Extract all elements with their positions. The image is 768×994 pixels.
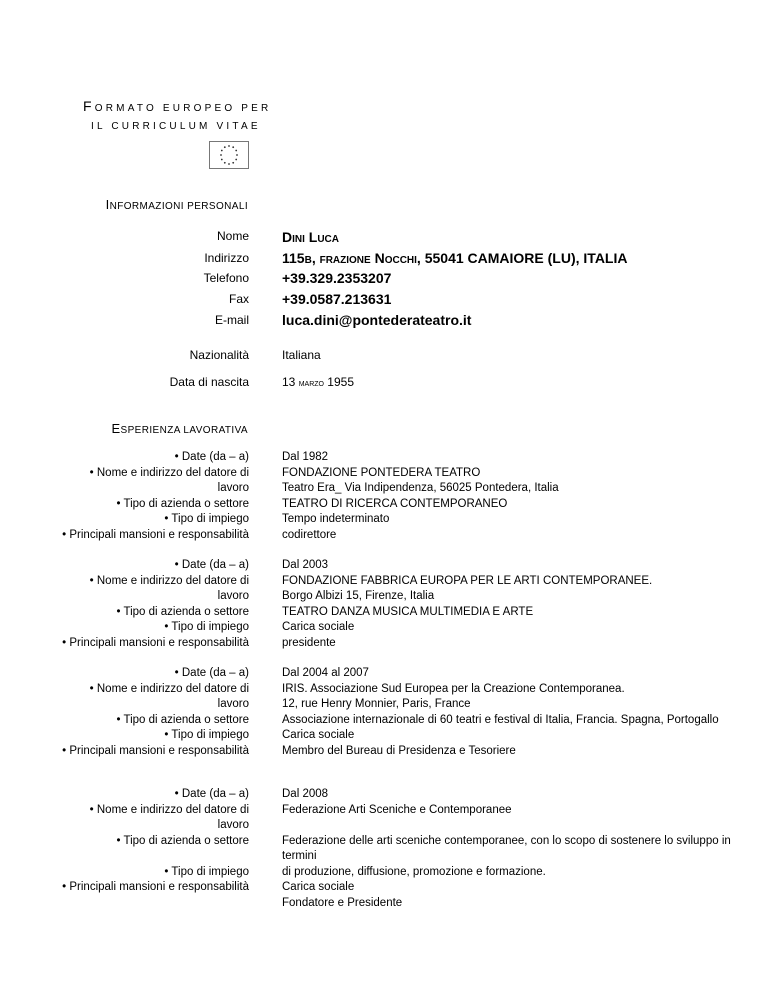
value-indirizzo: 115b, frazione Nocchi, 55041 CAMAIORE (LU), ITALIA xyxy=(282,250,628,266)
label-fax: Fax xyxy=(228,292,249,306)
label-email: E-mail xyxy=(214,313,249,327)
entry-2-values xyxy=(282,558,752,651)
label-employer: • Nome e indirizzo del datore di xyxy=(89,682,249,695)
label-employer-cont: lavoro xyxy=(217,819,249,831)
value-telefono: +39.329.2353207 xyxy=(282,270,392,286)
label-date: • Date (da – a) xyxy=(174,788,249,800)
label-date: • Date (da – a) xyxy=(174,667,249,679)
label-type: • Tipo di impiego xyxy=(164,729,249,741)
value-fax: +39.0587.213631 xyxy=(282,291,392,307)
label-duties: • Principali mansioni e responsabilità xyxy=(62,744,249,757)
entry-duties: Membro del Bureau di Presidenza e Tesoriere xyxy=(282,744,516,757)
entry-duties: presidente xyxy=(282,636,336,649)
label-employer: • Nome e indirizzo del datore di xyxy=(89,574,249,587)
label-employer-cont: lavoro xyxy=(217,482,249,494)
label-sector: • Tipo di azienda o settore xyxy=(116,713,249,726)
entry-duties: codirettore xyxy=(282,528,337,541)
entry-sector: TEATRO DANZA MUSICA MULTIMEDIA E ARTE xyxy=(282,605,534,618)
entry-sector: Associazione internazionale di 60 teatri e festival di Italia, Francia. Spagna, Portogallo xyxy=(282,713,719,726)
entry-employer: IRIS. Associazione Sud Europea per la Creazione Contemporanea. xyxy=(282,682,625,695)
label-employer: • Nome e indirizzo del datore di xyxy=(89,803,249,816)
entry-type: Carica sociale xyxy=(282,881,355,893)
entry-date: Dal 2008 xyxy=(282,788,329,800)
value-email: luca.dini@pontederateatro.it xyxy=(282,312,472,328)
entry-1-values xyxy=(282,450,752,543)
entry-type: Carica sociale xyxy=(282,729,355,741)
value-data-nascita: 13 marzo 1955 xyxy=(282,375,354,389)
entry-sector: Federazione delle arti sceniche contemporanee, con lo scopo di sostenere lo sviluppo in termini xyxy=(282,834,731,862)
label-date: • Date (da – a) xyxy=(174,451,249,463)
entry-1-labels xyxy=(60,450,249,543)
label-type: • Tipo di impiego xyxy=(164,513,249,525)
eu-flag-icon xyxy=(209,141,249,169)
entry-sector: TEATRO DI RICERCA CONTEMPORANEO xyxy=(282,497,508,510)
label-telefono: Telefono xyxy=(203,271,249,285)
label-duties: • Principali mansioni e responsabilità xyxy=(62,881,249,893)
label-date: • Date (da – a) xyxy=(174,559,249,571)
label-duties: • Principali mansioni e responsabilità xyxy=(62,636,249,649)
cv-title-line1: FORMATO EUROPEO PER xyxy=(83,98,272,114)
label-employer-cont: lavoro xyxy=(217,590,249,602)
cv-title-line2: IL CURRICULUM VITAE xyxy=(91,121,261,132)
entry-3-labels xyxy=(60,666,249,759)
value-nome: Dini Luca xyxy=(282,229,339,245)
eu-stars-icon xyxy=(210,142,248,168)
entry-sector-cont: di produzione, diffusione, promozione e formazione. xyxy=(282,865,546,878)
entry-employer: FONDAZIONE FABBRICA EUROPA PER LE ARTI CONTEMPORANEE. xyxy=(282,574,653,587)
label-employer: • Nome e indirizzo del datore di xyxy=(89,466,249,479)
entry-4-labels xyxy=(60,787,249,896)
entry-address: Borgo Albizi 15, Firenze, Italia xyxy=(282,590,435,602)
entry-2-labels xyxy=(60,558,249,651)
label-nazionalita: Nazionalità xyxy=(189,348,249,362)
value-nazionalita: Italiana xyxy=(282,348,321,362)
entry-duties: Fondatore e Presidente xyxy=(282,896,403,909)
label-type: • Tipo di impiego xyxy=(164,621,249,633)
entry-4-values xyxy=(282,787,752,911)
entry-date: Dal 2003 xyxy=(282,559,329,571)
section-work-experience: ESPERIENZA LAVORATIVA xyxy=(111,421,248,436)
section-personal-info: INFORMAZIONI PERSONALI xyxy=(105,197,248,212)
label-type: • Tipo di impiego xyxy=(164,865,249,878)
entry-employer: FONDAZIONE PONTEDERA TEATRO xyxy=(282,466,481,479)
entry-date: Dal 2004 al 2007 xyxy=(282,667,369,679)
label-sector: • Tipo di azienda o settore xyxy=(116,497,249,510)
label-data-nascita: Data di nascita xyxy=(169,375,249,389)
entry-address: 12, rue Henry Monnier, Paris, France xyxy=(282,698,471,710)
label-duties: • Principali mansioni e responsabilità xyxy=(62,528,249,541)
entry-type: Tempo indeterminato xyxy=(282,513,390,525)
entry-address: Teatro Era_ Via Indipendenza, 56025 Pontedera, Italia xyxy=(282,482,559,494)
label-employer-cont: lavoro xyxy=(217,698,249,710)
label-sector: • Tipo di azienda o settore xyxy=(116,834,249,847)
label-sector: • Tipo di azienda o settore xyxy=(116,605,249,618)
label-indirizzo: Indirizzo xyxy=(204,251,249,265)
entry-3-values xyxy=(282,666,752,759)
entry-employer: Federazione Arti Sceniche e Contemporanee xyxy=(282,803,512,816)
entry-date: Dal 1982 xyxy=(282,451,329,463)
entry-type: Carica sociale xyxy=(282,621,355,633)
label-nome: Nome xyxy=(216,229,249,243)
